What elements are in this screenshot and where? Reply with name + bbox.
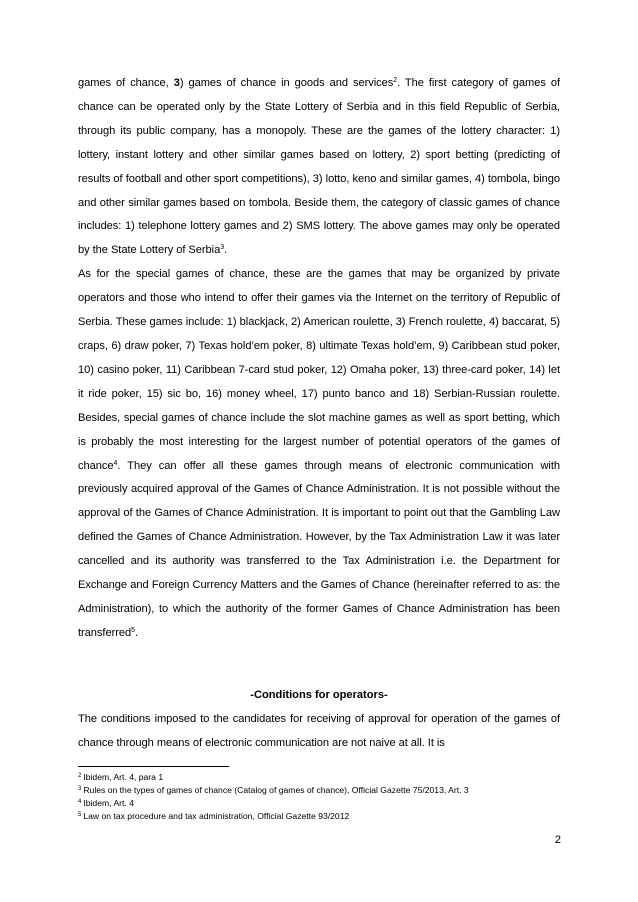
footnote-number: 4: [78, 799, 82, 806]
paragraph-1-text-a: games of chance,: [78, 77, 174, 89]
footnote-number: 5: [78, 812, 82, 819]
paragraph-2: [78, 263, 560, 646]
footnote-text: Ibidem, Art. 4: [83, 798, 134, 809]
paragraph-2-text-a: As for the special games of chance, these are the games that may be organized by private operators and those who intend to offer their games via the Internet on the territory of Republic of Serbia. These games include: 1) blackjack, 2) American roulette, 3) French roulette, 4) baccarat, 5) craps, 6) draw poker, 7) Texas hold’em poker, 8) ultimate Texas hold’em, 9) Caribbean stud poker, 10) casino poker, 11) Caribbean 7-card stud poker, 12) Omaha poker, 13) three-card poker, 14) let it ride poker, 15) sic bo, 16) money wheel, 17) punto banco and 18) Serbian-Russian roulette. Besides, special games of chance include the slot machine games as well as sport betting, which is probably the most interesting for the largest number of potential operators of the games of chance: [78, 268, 560, 472]
paragraph-1: [78, 72, 560, 263]
footnote-item: [78, 810, 560, 823]
footnote-item: [78, 784, 560, 797]
footnote-separator: [78, 766, 229, 767]
footnote-text: Rules on the types of games of chance (Catalog of games of chance), Official Gazette 75/2013, Art. 3: [83, 785, 469, 796]
paragraph-2-text-c: .: [134, 626, 138, 639]
body-text-block-2: [78, 708, 560, 756]
paragraph-3: The conditions imposed to the candidates for receiving of approval for operation of the games of chance through means of electronic communication are not naive at all. It is: [78, 713, 560, 749]
footnote-item: [78, 771, 560, 784]
footnote-ref-4[interactable]: 4: [113, 459, 118, 467]
paragraph-1-text-c: . The first category of games of chance can be operated only by the State Lottery of Serbia and in this field Republic of Serbia, through its public company, has a monopoly. These are the games of the lottery character: 1) lottery, instant lottery and other similar games based on lottery, 2) sport betting (predicting of results of football and other sport competitions), 3) lotto, keno and similar games, 4) tombola, bingo and other similar games based on tombola. Beside them, the category of classic games of chance includes: 1) telephone lottery games and 2) SMS lottery. The above games may only be operated by the State Lottery of Serbia: [78, 77, 560, 257]
paragraph-1-bold-number: 3: [173, 77, 180, 89]
paragraph-1-text-d: .: [224, 244, 228, 257]
paragraph-1-text-b: ) games of chance in goods and services: [179, 77, 394, 89]
page-number: 2: [554, 834, 561, 846]
body-text-block: [78, 72, 560, 646]
footnote-ref-3[interactable]: 3: [220, 244, 225, 252]
footnotes: [78, 771, 560, 823]
footnote-text: Ibidem, Art. 4, para 1: [83, 772, 164, 782]
footnote-number: 2: [78, 773, 82, 779]
paragraph-2-text-b: . They can offer all these games through means of electronic communication with previously acquired approval of the Games of Chance Administration. It is not possible without the approval of the Games of Chance Administration. It is important to point out that the Gambling Law defined the Games of Chance Administration. However, by the Tax Administration Law it was later cancelled and its authority was transferred to the Tax Administration i.e. the Department for Exchange and Foreign Currency Matters and the Games of Chance (hereinafter referred to as: the Administration), to which the authority of the former Games of Chance Administration has been transferred: [78, 459, 560, 639]
footnote-ref-5[interactable]: 5: [131, 626, 135, 634]
footnote-number: 3: [78, 786, 82, 793]
footnote-text: Law on tax procedure and tax administration, Official Gazette 93/2012: [83, 811, 350, 822]
footnote-item: [78, 797, 560, 810]
section-heading: -Conditions for operators-: [250, 689, 388, 701]
footnote-ref-2[interactable]: 2: [393, 77, 398, 84]
